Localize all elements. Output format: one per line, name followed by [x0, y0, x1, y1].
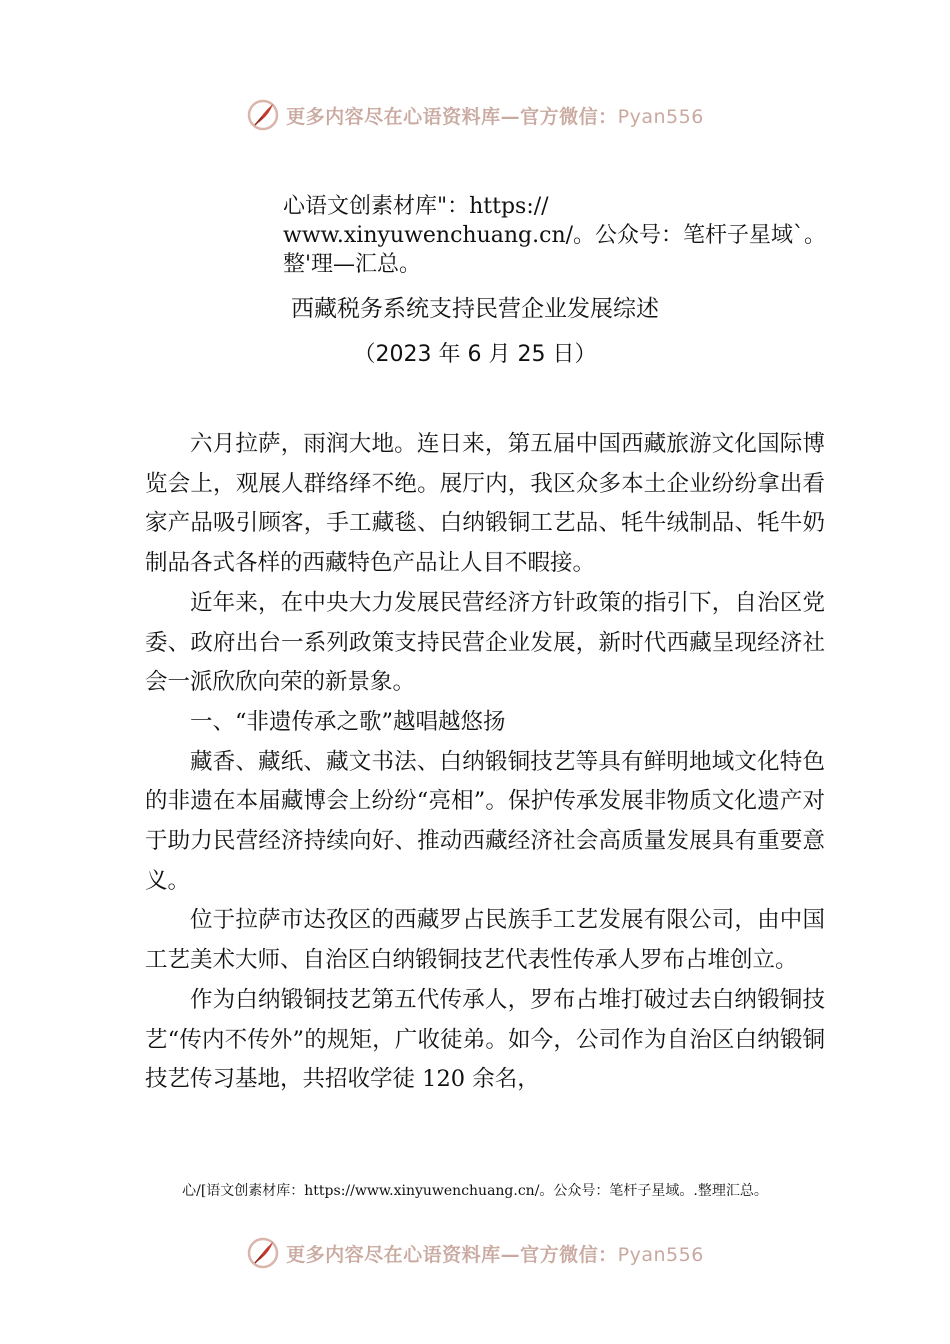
- wechat-id: Pyan556: [617, 105, 704, 128]
- quill-logo-icon: [246, 1236, 280, 1270]
- header-note: [283, 192, 873, 279]
- header-note-line: www.xinyuwenchuang.cn/。公众号：笔杆子星域`。: [283, 223, 827, 248]
- section-heading: 一、“非遗传承之歌”越唱越悠扬: [190, 708, 506, 735]
- quill-logo-icon: [246, 98, 280, 132]
- paragraph: 六月拉萨，雨润大地。连日来，第五届中国西藏旅游文化国际博览会上，观展人群络绎不绝。展厅内，我区众多本土企业纷纷拿出看家产品吸引顾客，手工藏毯、白纳锻铜工艺品、牦牛绒制品、牦牛奶制品各式各样的西藏特色产品让人目不暇接。: [145, 431, 825, 577]
- banner-text: 更多内容尽在心语资料库—官方微信：Pyan556: [286, 1243, 704, 1266]
- bottom-banner: [0, 1233, 950, 1273]
- top-banner: [0, 95, 950, 135]
- paragraph: 近年来，在中央大力发展民营经济方针政策的指引下，自治区党委、政府出台一系列政策支持民营企业发展，新时代西藏呈现经济社会一派欣欣向荣的新景象。: [145, 589, 825, 696]
- paragraph: 作为白纳锻铜技艺第五代传承人，罗布占堆打破过去白纳锻铜技艺“传内不传外”的规矩，广收徒弟。如今，公司作为自治区白纳锻铜技艺传习基地，共招收学徒 120 余名，: [145, 986, 825, 1093]
- header-note-line: 整'理—汇总。: [283, 252, 422, 277]
- footer-note: 心/[语文创素材库：https://www.xinyuwenchuang.cn/。公众号：笔杆子星域。.整理汇总。: [182, 1183, 768, 1199]
- document-date: （2023 年 6 月 25 日）: [353, 342, 597, 367]
- paragraph: 藏香、藏纸、藏文书法、白纳锻铜技艺等具有鲜明地域文化特色的非遗在本届藏博会上纷纷“亮相”。保护传承发展非物质文化遗产对于助力民营经济持续向好、推动西藏经济社会高质量发展具有重要意义。: [145, 748, 825, 894]
- wechat-id: Pyan556: [617, 1243, 704, 1266]
- paragraph: 位于拉萨市达孜区的西藏罗占民族手工艺发展有限公司，由中国工艺美术大师、自治区白纳锻铜技艺代表性传承人罗布占堆创立。: [145, 907, 825, 974]
- banner-text: 更多内容尽在心语资料库—官方微信：Pyan556: [286, 105, 704, 128]
- document-title: 西藏税务系统支持民营企业发展综述: [291, 296, 659, 322]
- header-note-line: 心语文创素材库"：https://: [283, 194, 549, 219]
- document-body: [145, 425, 825, 1100]
